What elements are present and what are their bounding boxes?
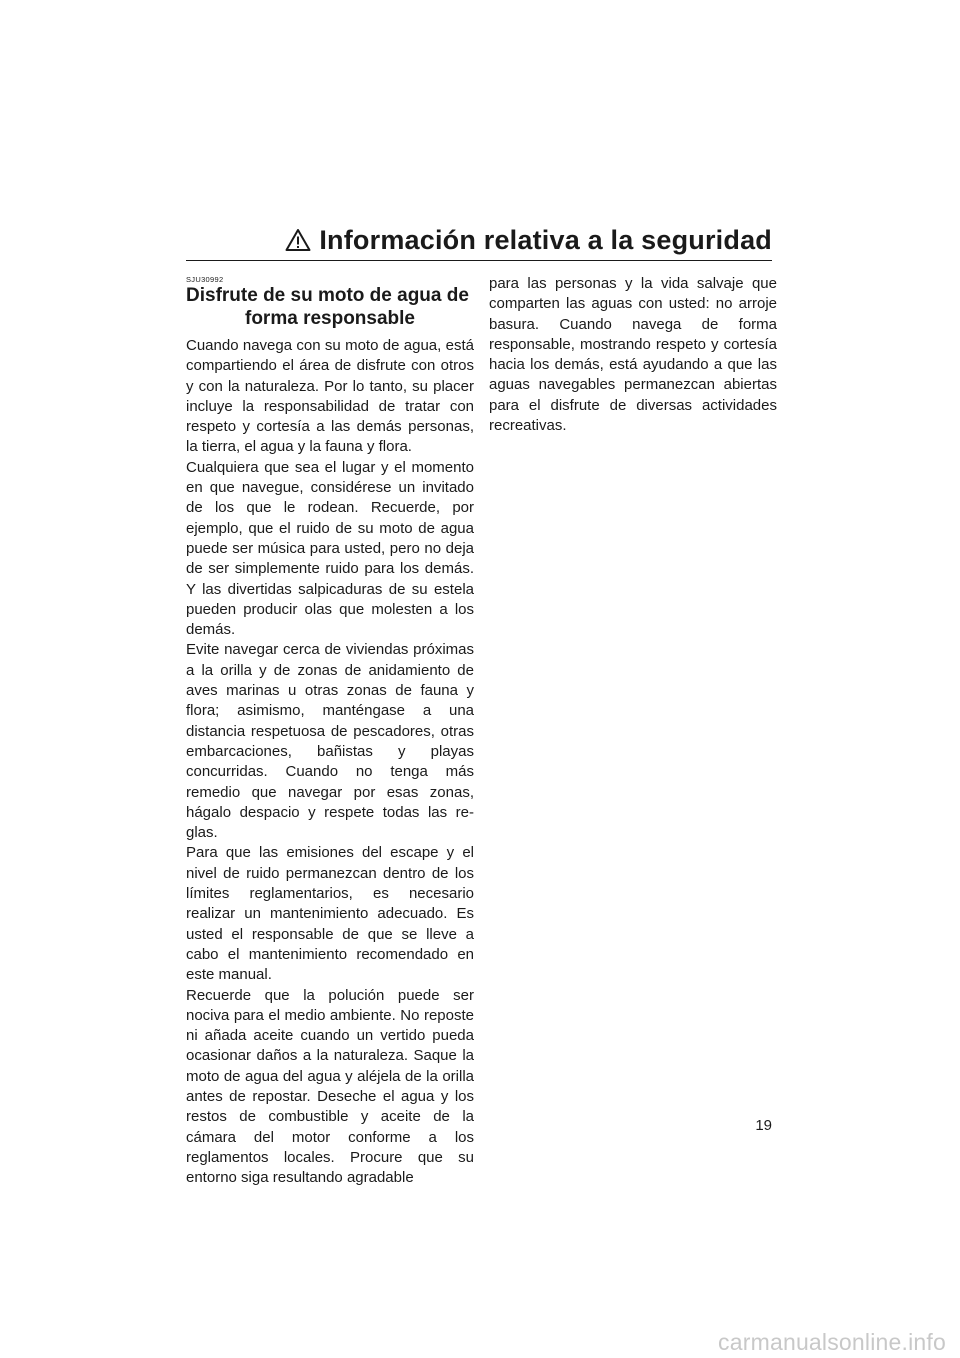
paragraph: Cuando navega con su moto de agua, está compartiendo el área de disfrute con otros y con la naturaleza. Por lo tanto, su placer incluye la responsabilidad de tratar con respeto y cortesía a las demás personas, la tierra, el agua y la fauna y flora. (186, 337, 474, 456)
right-column (489, 274, 777, 436)
paragraph: Para que las emisiones del escape y el nivel de ruido permanezcan dentro de los límites reglamentarios, es necesario realizar un mantenimiento adecuado. Es usted el responsable de que se lleve a cabo el mantenimiento recomendado en este manual. (186, 844, 474, 984)
paragraph: Cualquiera que sea el lugar y el momento en que navegue, considérese un invitado de los que le rodean. Recuerde, por ejemplo, que el ruido de su moto de agua puede ser música para usted, pero no deja de ser simplemente ruido para los demás. Y las divertidas salpicaduras de su estela pueden producir olas que molesten a los demás. (186, 458, 474, 639)
section-heading-line1: Disfrute de su moto de agua de (186, 285, 469, 306)
paragraph: para las personas y la vida salvaje que comparten las aguas con usted: no arroje basura. Cuando navega de forma responsable, mostrando respeto y cortesía hacia los demás, está ayudando a que las aguas navegables permanezcan abiertas para el disfrute de diversas actividades recreativas. (489, 275, 777, 435)
page-number: 19 (755, 1117, 772, 1134)
paragraph: Evite navegar cerca de viviendas próximas a la orilla y de zonas de anidamiento de aves marinas u otras zonas de fauna y flora; asimismo, manténgase a una distancia respetuosa de pescadores, otras embarcaciones, bañistas y playas concurridas. Cuando no tenga más remedio que navegar por esas zonas, hágalo despacio y respete todas las reglas. (186, 641, 474, 842)
left-column (186, 275, 474, 1188)
page-header-title: Información relativa a la seguridad (319, 224, 772, 255)
warning-triangle-icon (285, 228, 311, 252)
section-code: SJU30992 (186, 275, 224, 284)
watermark: carmanualsonline.info (718, 1329, 946, 1355)
section-heading-line2: forma responsable (245, 308, 415, 329)
section-heading (186, 284, 474, 330)
paragraph: Recuerde que la polución puede ser nociva para el medio ambiente. No reposte ni añada aceite cuando un vertido pueda ocasionar daños a la naturaleza. Saque la moto de agua del agua y aléjela de la orilla antes de repostar. Deseche el agua y los restos de combustible y aceite de la cámara del motor conforme a los reglamentos locales. Procure que su entorno siga resultando agradable (186, 986, 474, 1187)
page-header (186, 220, 772, 261)
